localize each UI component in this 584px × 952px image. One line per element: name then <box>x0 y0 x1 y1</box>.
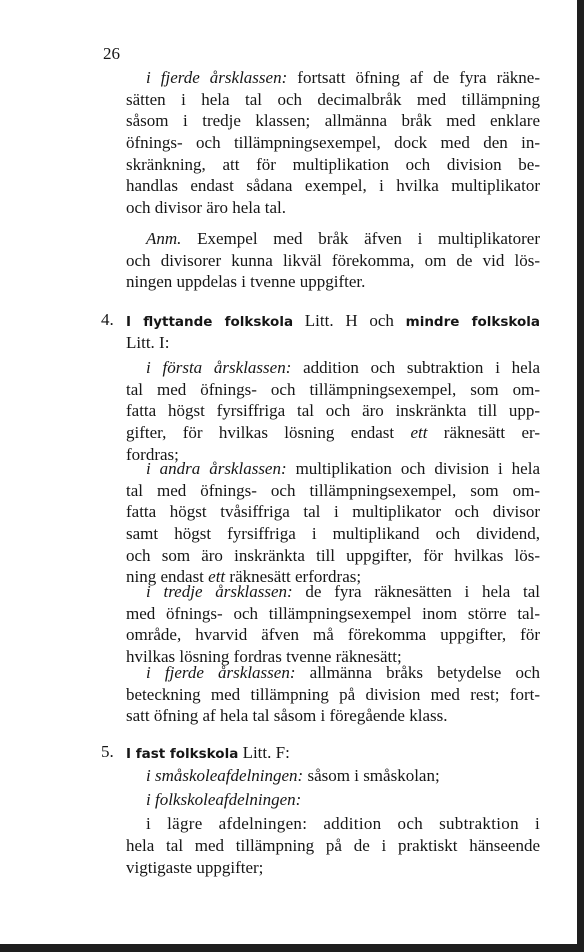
section-5-heading <box>126 742 540 766</box>
text-line: fatta högst tvåsiffriga tal i multiplikator och divisor <box>126 502 540 522</box>
heading-line <box>126 310 540 332</box>
text-line: hela tal med tillämpning på de i praktiskt hänseende <box>126 836 540 856</box>
text-line: tal med öfnings- och tillämpningsexempel, som om- <box>126 379 540 399</box>
paragraph-fjerde-arsklassen-4 <box>126 662 540 727</box>
text-line <box>126 581 540 603</box>
scan-edge-right <box>577 0 584 952</box>
text-line: handlas endast sådana exempel, i hvilka multiplikator <box>126 176 540 196</box>
italic-lead: i andra årsklassen: <box>146 459 287 478</box>
text-line: i lägre afdelningen: addition och subtraktion i <box>146 814 540 834</box>
line-text: addition och subtraktion i hela <box>303 358 540 377</box>
line-text: multiplikation och division i hela <box>295 459 540 478</box>
paragraph-forsta-arsklassen <box>126 357 540 465</box>
line-text: Exempel med bråk äfven i multiplikatorer <box>197 229 540 248</box>
text-line: ningen uppdelas i tvenne uppgifter. <box>126 272 366 292</box>
text-line: tal med öfnings- och tillämpningsexempel, som om- <box>126 480 540 500</box>
text-line: hvilkas lösning fordras tvenne räknesätt; <box>126 647 402 667</box>
italic-lead: i folkskoleafdelningen: <box>146 789 302 809</box>
line-text: fortsatt öfning af de fyra räkne- <box>297 68 540 87</box>
heading-line: Litt. I: <box>126 332 170 352</box>
text-line: sätten i hela tal och decimalbråk med tillämpning <box>126 89 540 109</box>
text-line: öfnings- och tillämpningsexempel, dock med den in- <box>126 133 540 153</box>
text-line <box>126 662 540 684</box>
italic-word: ett <box>208 567 226 587</box>
page-number: 26 <box>103 44 120 63</box>
text-line <box>126 228 540 250</box>
text-line: såsom i tredje klassen; allmänna bråk med enklare <box>126 111 540 131</box>
text-line: område, hvarvid äfven må förekomma uppgifter, för <box>126 625 540 645</box>
text-line: vigtigaste uppgifter; <box>126 857 264 877</box>
italic-lead: i tredje årsklassen: <box>146 582 293 601</box>
paragraph-anm <box>126 228 540 293</box>
paragraph-andra-arsklassen <box>126 458 540 588</box>
line-text: ning endast <box>126 567 204 587</box>
text-line: och divisor äro hela tal. <box>126 198 287 218</box>
text-line: och som äro inskränkta till uppgifter, för hvilkas lös- <box>126 545 540 565</box>
paragraph-fjerde-arsklassen <box>126 67 540 219</box>
bold-heading: mindre folkskola <box>405 314 540 330</box>
heading-plain: Litt. F: <box>242 743 290 762</box>
paragraph-tredje-arsklassen <box>126 581 540 668</box>
scan-edge-bottom <box>0 944 584 952</box>
line-text: räknesätt erfordras; <box>229 567 362 587</box>
line-text: räknesätt er- <box>443 423 540 443</box>
text-line: fatta högst fyrsiffriga tal och äro inskränkta till upp- <box>126 401 540 421</box>
text-line <box>126 357 540 379</box>
line-text: de fyra räknesätten i hela tal <box>305 582 540 601</box>
line-text: allmänna bråks betydelse och <box>309 663 540 682</box>
italic-lead: i småskoleafdelningen: <box>146 766 304 785</box>
text-line <box>126 458 540 480</box>
text-line <box>126 67 540 89</box>
text-line: beteckning med tillämpning på division med rest; fort- <box>126 684 540 704</box>
section-5-body <box>126 765 540 878</box>
bold-heading: I flyttande folkskola <box>126 314 294 330</box>
text-line <box>126 422 540 444</box>
italic-lead: Anm. <box>146 229 182 248</box>
text-line: med öfnings- och tillämpningsexempel inom större tal- <box>126 603 540 623</box>
italic-lead: i fjerde årsklassen: <box>146 663 296 682</box>
heading-plain: Litt. H och <box>304 311 394 330</box>
section-4-heading <box>126 310 540 353</box>
italic-lead: i första årsklassen: <box>146 358 292 377</box>
line-text: gifter, för hvilkas lösning endast <box>126 423 395 443</box>
italic-lead: i fjerde årsklassen: <box>146 68 288 87</box>
section-number-5: 5. <box>101 742 114 761</box>
line-text: såsom i småskolan; <box>307 766 440 785</box>
text-line: samt högst fyrsiffriga i multiplikand och dividend, <box>126 524 540 544</box>
text-line <box>126 765 540 787</box>
section-number-4: 4. <box>101 310 114 329</box>
heading-line <box>126 742 540 766</box>
text-line <box>126 789 540 811</box>
italic-word: ett <box>410 423 428 443</box>
text-line: fordras; <box>126 444 179 464</box>
bold-heading: I fast folkskola <box>126 746 239 762</box>
text-line: satt öfning af hela tal såsom i föregående klass. <box>126 706 448 726</box>
text-line: skränkning, att för multiplikation och division be- <box>126 154 540 174</box>
text-line: och divisorer kunna likväl förekomma, om de vid lös- <box>126 250 540 270</box>
